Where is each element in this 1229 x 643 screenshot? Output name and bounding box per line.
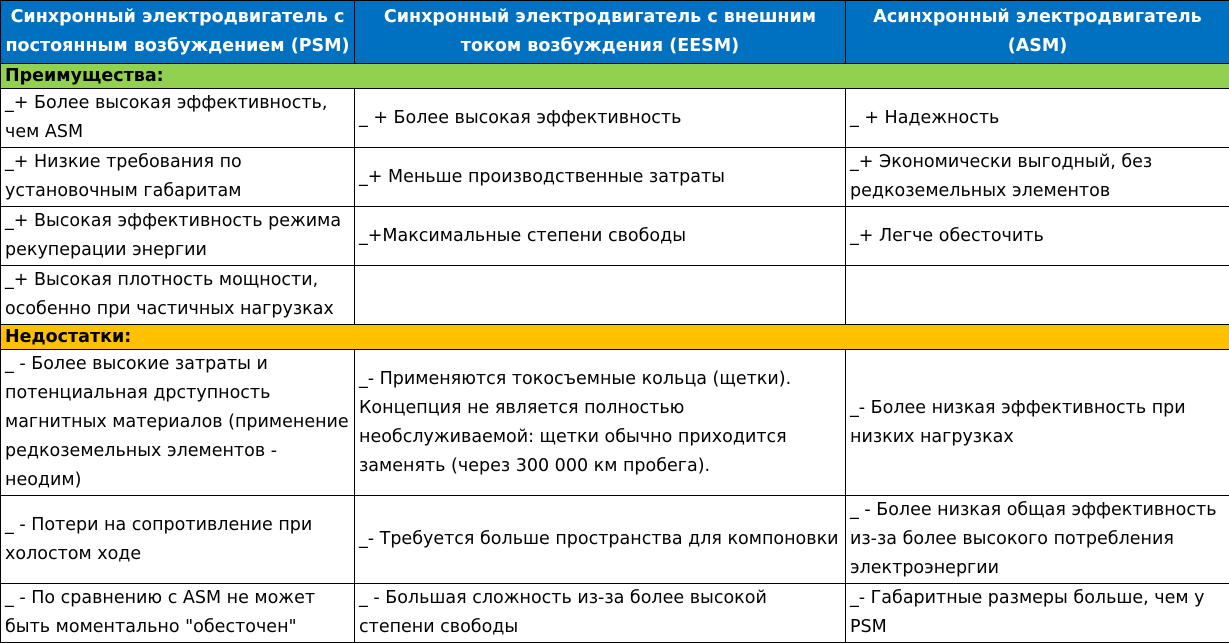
cell-asm: _- Более низкая эффективность при низких нагрузках bbox=[846, 350, 1229, 496]
cell-eesm bbox=[355, 266, 846, 325]
advantages-title: Преимущества: bbox=[1, 64, 1229, 89]
cell-psm: _ - Более высокие затраты и потенциальная дрступность магнитных материалов (применение редкоземельных элементов - неодим) bbox=[1, 350, 355, 496]
cell-psm: _+ Высокая плотность мощности, особенно при частичных нагрузках bbox=[1, 266, 355, 325]
advantages-section-row bbox=[1, 64, 1229, 89]
table-row bbox=[1, 266, 1229, 325]
cell-eesm: _ + Более высокая эффективность bbox=[355, 89, 846, 148]
cell-psm: _+ Более высокая эффективность, чем ASM bbox=[1, 89, 355, 148]
cell-psm: _ - По сравнению с ASM не может быть моментально "обесточен" bbox=[1, 584, 355, 643]
cell-asm: _- Габаритные размеры больше, чем у PSM bbox=[846, 584, 1229, 643]
table-row bbox=[1, 584, 1229, 643]
header-eesm: Синхронный электродвигатель с внешним током возбуждения (EESM) bbox=[355, 1, 846, 64]
cell-asm: _+ Легче обесточить bbox=[846, 207, 1229, 266]
cell-psm: _+ Низкие требования по установочным габаритам bbox=[1, 148, 355, 207]
cell-asm: _+ Экономически выгодный, без редкоземельных элементов bbox=[846, 148, 1229, 207]
cell-asm: _ + Надежность bbox=[846, 89, 1229, 148]
cell-eesm: _+ Меньше производственные затраты bbox=[355, 148, 846, 207]
table-row bbox=[1, 148, 1229, 207]
table-row bbox=[1, 207, 1229, 266]
header-row bbox=[1, 1, 1229, 64]
disadvantages-title: Недостатки: bbox=[1, 325, 1229, 350]
disadvantages-section-row bbox=[1, 325, 1229, 350]
cell-eesm: _- Применяются токосъемные кольца (щетки). Концепция не является полностью необслуживаемой: щетки обычно приходится заменять (через 300 000 км пробега). bbox=[355, 350, 846, 496]
header-asm: Асинхронный электродвигатель (ASM) bbox=[846, 1, 1229, 64]
table-row bbox=[1, 89, 1229, 148]
cell-eesm: _+Максимальные степени свободы bbox=[355, 207, 846, 266]
table-row bbox=[1, 350, 1229, 496]
cell-eesm: _- Требуется больше пространства для компоновки bbox=[355, 496, 846, 584]
cell-eesm: _ - Большая сложность из-за более высокой степени свободы bbox=[355, 584, 846, 643]
header-psm: Синхронный электродвигатель с постоянным возбуждением (PSM) bbox=[1, 1, 355, 64]
cell-asm: _ - Более низкая общая эффективность из-за более высокого потребления электроэнергии bbox=[846, 496, 1229, 584]
cell-asm bbox=[846, 266, 1229, 325]
table-row bbox=[1, 496, 1229, 584]
cell-psm: _ - Потери на сопротивление при холостом ходе bbox=[1, 496, 355, 584]
cell-psm: _+ Высокая эффективность режима рекуперации энергии bbox=[1, 207, 355, 266]
